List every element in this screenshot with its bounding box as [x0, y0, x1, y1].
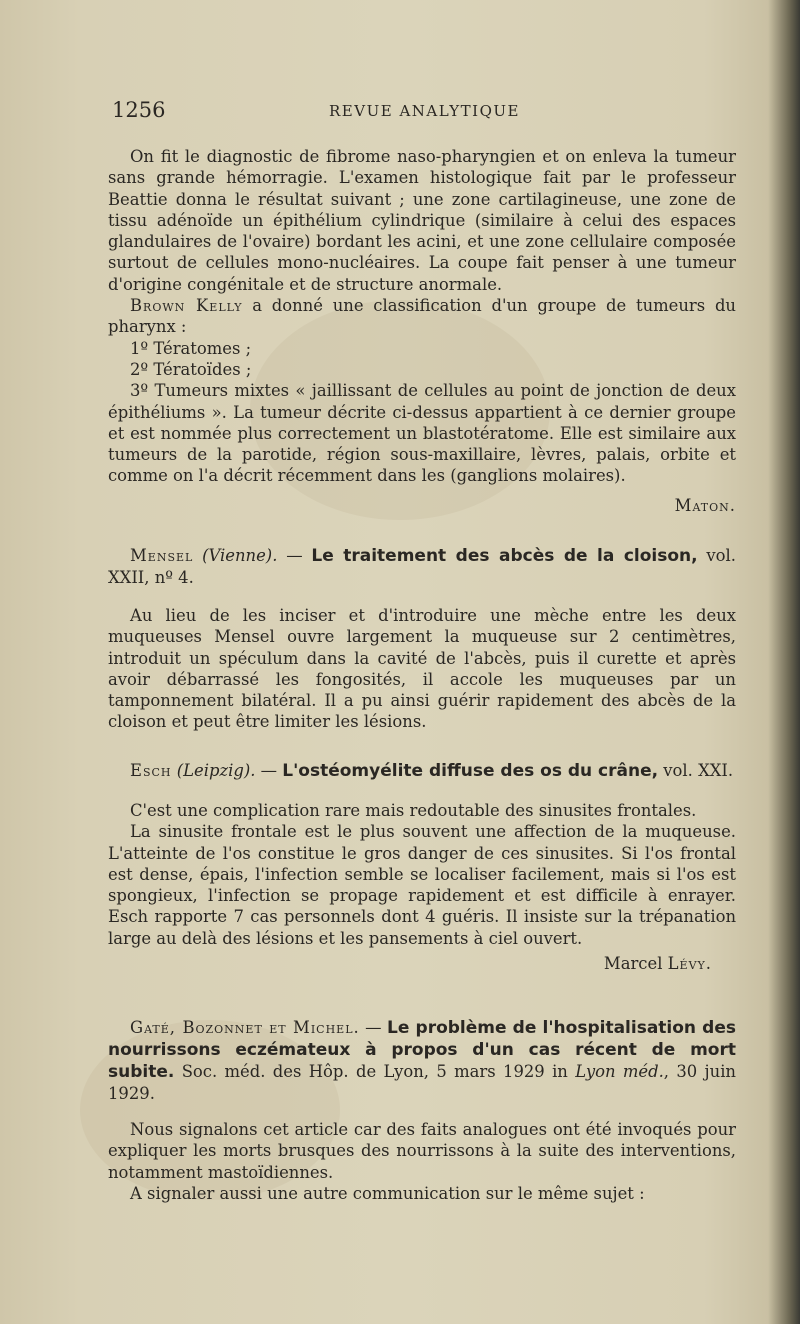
signature: Marcel Lévy. [603, 954, 712, 974]
reference-journal: Lyon méd. [575, 1062, 664, 1081]
paragraph: A signaler aussi une autre communication sur le même sujet : [130, 1183, 645, 1203]
section-mensel [108, 545, 736, 733]
signature: Maton. [674, 495, 736, 515]
article-heading: Gaté, Bozonnet et Michel. — Le problème de l'hospitalisation des nourrissons eczémateux à propos d'un cas récent de mort subite. Soc. méd. des Hôp. de Lyon, 5 mars 1929 in Lyon méd., 30 juin 1929. [108, 1018, 736, 1103]
paragraph: Brown Kelly a donné une classification d'un groupe de tumeurs du pharynx : [108, 296, 736, 337]
reference: vol. XXII, nº 4. [108, 546, 736, 587]
place: (Vienne). [202, 546, 278, 565]
list-item: 1º Tératomes ; [130, 338, 252, 358]
article-title: Le traitement des abcès de la cloison, [311, 546, 698, 566]
reference: Soc. méd. des Hôp. de Lyon, 5 mars 1929 in [174, 1062, 576, 1081]
list-item: 3º Tumeurs mixtes « jaillissant de cellules au point de jonction de deux épithéliums ». La tumeur décrite ci-dessus appartient à ce dernier groupe et est nommée plus correctement un blastotératome. Elle est similaire aux tumeurs de la parotide, région sous-maxillaire, lèvres, palais, orbite et comme on l'a décrit récemment dans les (ganglions molaires). [108, 381, 736, 486]
journal-title: REVUE ANALYTIQUE [329, 102, 520, 120]
page-number: 1256 [112, 98, 166, 122]
list-item: 2º Tératoïdes ; [130, 359, 252, 379]
article-title: L'ostéomyélite diffuse des os du crâne, [282, 761, 659, 781]
author-name: Mensel [130, 546, 194, 565]
paragraph: Nous signalons cet article car des faits analogues ont été invoqués pour expliquer les morts brusques des nourrissons à la suite des interventions, notamment mastoïdiennes. [108, 1120, 736, 1182]
author-name: Brown Kelly [130, 296, 243, 316]
paragraph: Au lieu de les inciser et d'introduire une mèche entre les deux muqueuses Mensel ouvre largement la muqueuse sur 2 centimètres, introduit un spéculum dans la cavité de l'abcès, puis il curette et après avoir débarrassé les fongosités, il accole les muqueuses par un tamponnement bilatéral. Il a pu ainsi guérir rapidement des abcès de la cloison et peut être limiter les lésions. [108, 606, 736, 732]
reference: vol. XXI. [658, 761, 734, 780]
section-pharynx [108, 146, 736, 516]
author-name: Esch [130, 761, 172, 780]
place: (Leipzig). [176, 761, 256, 780]
paragraph: On fit le diagnostic de fibrome naso-pharyngien et on enleva la tumeur sans grande hémorragie. L'examen histologique fait par le professeur Beattie donna le résultat suivant ; une zone cartilagineuse, une zone de tissu adénoïde un épithélium cylindrique (similaire à celui des espaces glandulaires de l'ovaire) bordant les acini, et une zone cellulaire composée surtout de cellules mono-nucléaires. La coupe fait penser à une tumeur d'origine congénitale et de structure anormale. [108, 147, 736, 294]
section-esch [108, 760, 736, 974]
section-gate [108, 1017, 736, 1204]
article-title: Le problème de l'hospitalisation des nourrissons eczémateux à propos d'un cas récent de mort subite. [108, 1018, 736, 1082]
paragraph: C'est une complication rare mais redoutable des sinusites frontales. [130, 801, 697, 820]
paragraph: La sinusite frontale est le plus souvent une affection de la muqueuse. L'atteinte de l'os constitue le gros danger de ces sinusites. Si l'os frontal est dense, épais, l'infection semble se localiser facilement, mais si l'os est spongieux, l'infection se propage rapidement et est difficile à enrayer. Esch rapporte 7 cas personnels dont 4 guéris. Il insiste sur la trépanation large au delà des lésions et les pansements à ciel ouvert. [108, 822, 736, 948]
author-name: Gaté, Bozonnet et Michel. [130, 1018, 360, 1037]
running-header [112, 98, 737, 126]
article-heading: Esch (Leipzig). — L'ostéomyélite diffuse des os du crâne, vol. XXI. [130, 761, 734, 781]
article-heading: Mensel (Vienne). — Le traitement des abcès de la cloison, vol. XXII, nº 4. [108, 546, 736, 587]
